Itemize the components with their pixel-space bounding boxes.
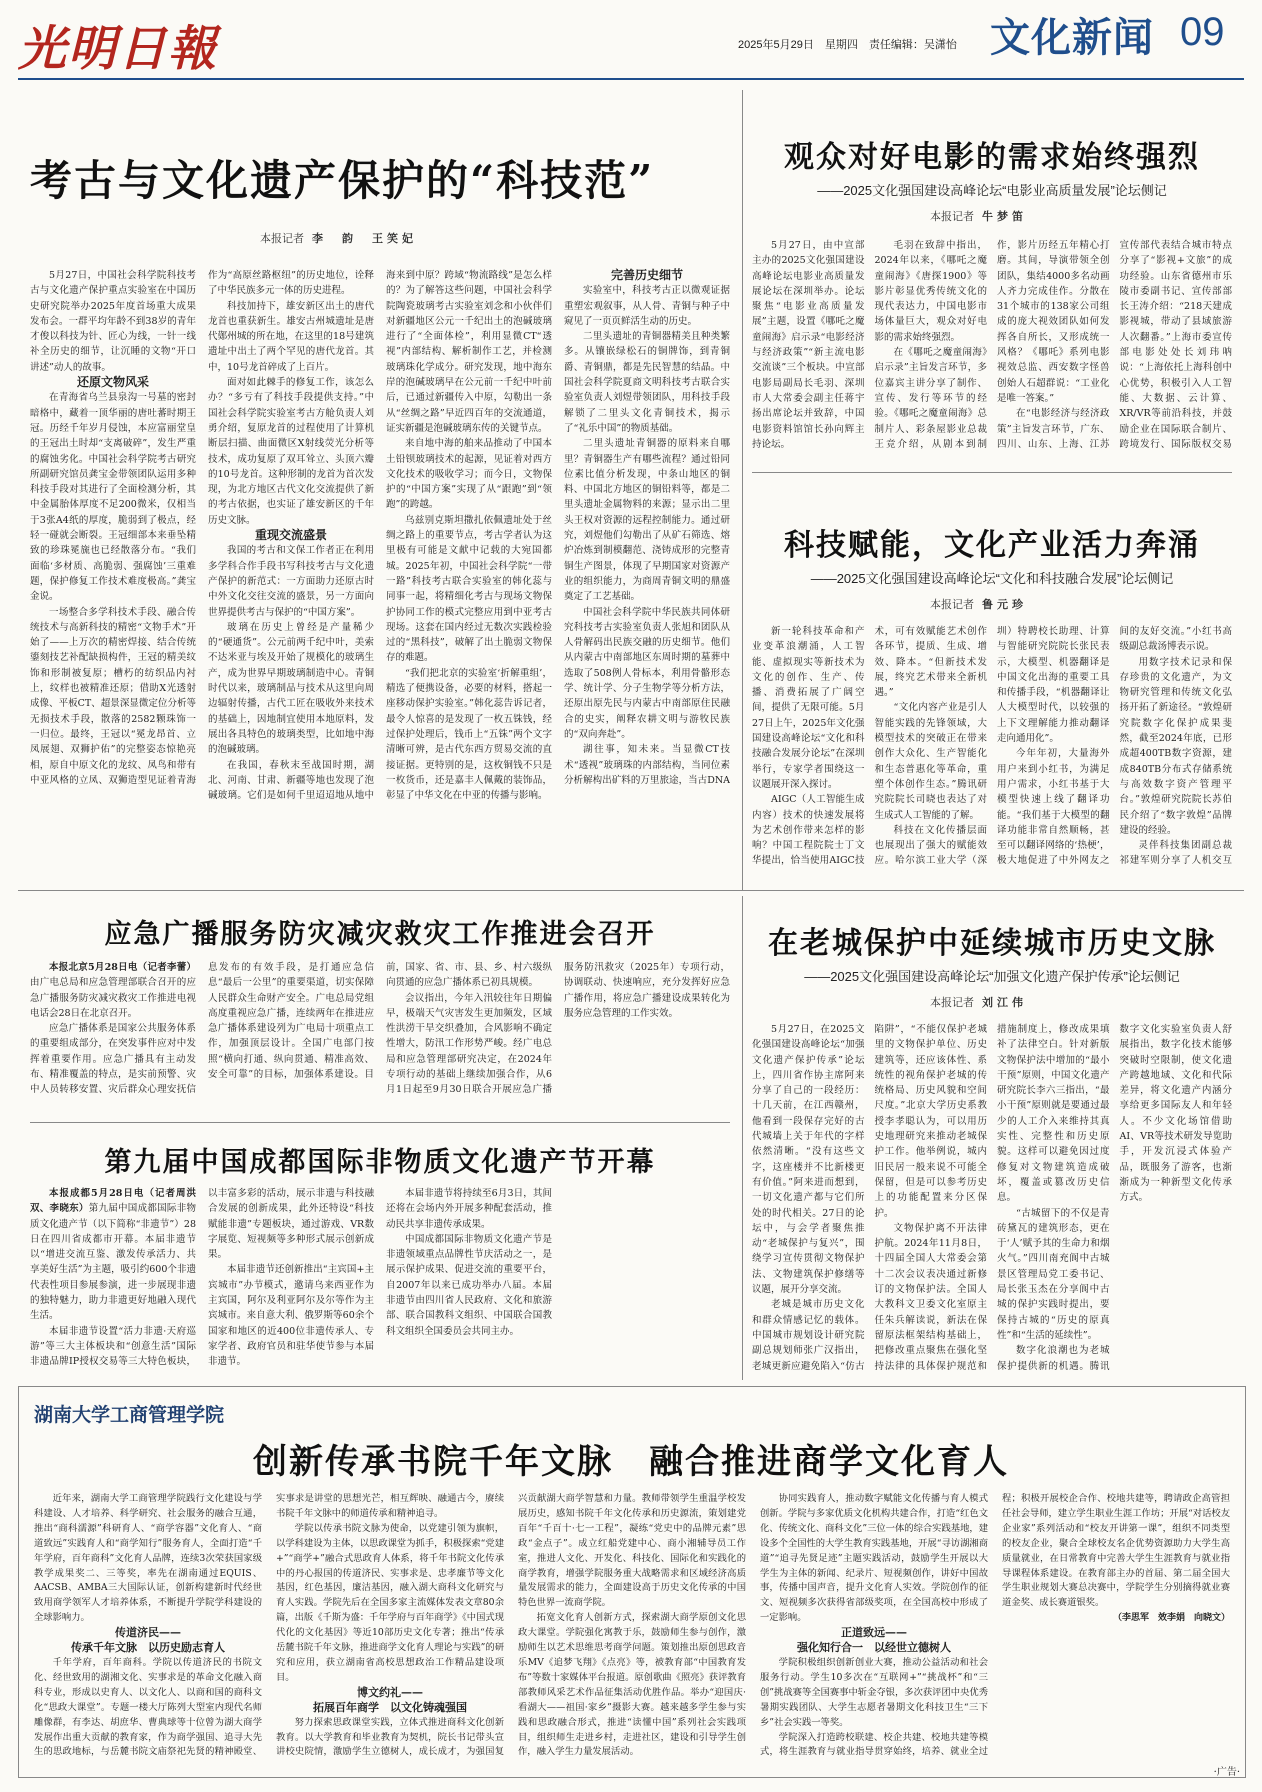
paragraph: 我国的考古和文保工作者正在利用多学科合作手段书写科技考古与文化遗产保护的新范式：一方面助力还原古时中外文化交往交流的盛景，另一方面向世界提供考古与保护的“中国方案”。 — [208, 545, 374, 618]
article-oldtown-title: 在老城保护中延续城市历史文脉 — [768, 926, 1216, 961]
article-film-title: 观众对好电影的需求始终强烈 — [784, 140, 1200, 175]
paragraph: 努力探索思政课堂实践，立体式推进商科文化创新教育。以大学教育和毕业教育为契机，院长书记带头宣讲校史院情，激励学生立德树人，成长成才，为强国复兴贡献湖大商学智慧和力量。教师带领学生重温学校发展历史，感知书院千年文化传承和历史源流，策划建党百年“千百十·七一工程”，凝练“党史中的品牌元素”思政“金点子”。成立红船党建中心、商小湘辅导员工作室，推进人文化、开发化、科技化、国际化和实践化的商学教育，增强学院服务重大战略需求和区域经济高质量发展需求的能力，全面建设高于历史文化传承的中国特色世界一流商学院。 — [276, 1493, 746, 1758]
paragraph: 玻璃在历史上曾经是产量稀少的“硬通货”。公元前两千纪中叶，美索不达米亚与埃及开始了规模化的玻璃生产，成为世界早期玻璃制造中心。青铜时代以来，玻璃制品与技术从这里向周边辐射传播，古代工匠在吸收外来技术的基础上，因地制宜使用本地原料，发展出各具特色的玻璃类型，比如地中海的泡碱玻璃。 — [208, 621, 374, 756]
article-archaeology-byline — [260, 230, 417, 246]
paragraph: 5月27日，中国社会科学院科技考古与文化遗产保护重点实验室在中国历史研究院举办2025年度首场重大成果发布会。一群平均年龄不到38岁的青年才俊以科技为针、匠心为线，一针一线补全历史的细节，让沉睡的文物“开口讲述”动人的故事。 — [30, 270, 196, 373]
subheading: 传承千年文脉 以历史励志育人 — [71, 1641, 225, 1655]
paragraph: 来自地中海的舶来品推动了中国本土铅钡玻璃技术的起源，见证着对西方文化技术的吸收学习；而今日，文物保护的“中国方案”实现了从“跟跑”到“领跑”的跨越。 — [386, 438, 552, 511]
section-title: 文化新闻 — [990, 14, 1154, 61]
byline-label: 本报记者 — [930, 996, 974, 1009]
paragraph: 会议指出，今年入汛较往年日期偏早，极端天气灾害发生更加频发，区域性洪涝干旱交织叠加，合风影响不确定性增大，防汛工作形势严峻。经广电总局和应急管理部研究决定，在2024年专项行动的基础上继续加强合作，从6月1日起至9月30日联合开展应急广播服务防汛救灾（2025年）专项行动，协调联动、快速响应，充分发挥好应急广播作用，将应急广播建设成果转化为服务应急管理的工作实效。 — [386, 962, 730, 1096]
paragraph: “我们把北京的实验室‘折解重组’，精选了便携设备，必要的材料，搭起一座移动保护实验室。”韩化蕊告诉记者，最令人惊喜的是发现了一枚五铢钱，经过保护处理后，钱币上“五铢”两个文字清晰可辨，是古代东西方贸易交流的直接证据。更特别的是，这枚铜钱不只是一枚货币，还是嘉丰人佩戴的装饰品，彰显了中华文化在中亚的传播与影响。 — [386, 667, 552, 802]
paragraph: 在“电影经济与经济政策”主旨发言环节，广东、四川、山东、上海、江苏宣传部代表结合城市特点分享了“影视+文旅”的成功经验。山东省德州市乐陵市委副书记、宣传部部长王涛介绍：“218天建成影视城，带动了县域旅游人次翻番。”上海市委宣传部电影处处长刘玮呐说：“上海依托上海科创中心优势，积极引入人工智能、大数据、云计算、XR/VR等前沿科技，并鼓励企业在国际联合制片、跨境发行、国际版权交易 — [997, 240, 1232, 450]
article-archaeology-body — [30, 268, 730, 806]
page-number: 09 — [1180, 10, 1225, 54]
paragraph: 协同实践育人，推动数字赋能文化传播与育人模式创新。学院与多家优质文化机构共建合作，打造“红色文化、传统文化、商科文化”三位一体的综合实践基地，建设多个全国性的大学生教育实践基地，开展“寻访湖湘商道”“追寻先贤足迹”主题实践活动，鼓励学生开展以大学生为主体的新闻、纪录片、短视频创作，讲好中国故事，传播中国声音，提升文化育人实效。学院创作的征文、短视频多次获得省部级奖项，在全国高校中形成了一定影响。 — [760, 1493, 988, 1624]
article-archaeology-title: 考古与文化遗产保护的“科技范” — [30, 156, 655, 205]
paragraph: AIGC（人工智能生成内容）技术的快速发展将为艺术创作带来怎样的影响？中国工程院院士丁文华提出，恰当使用AIGC技术，可有效赋能艺术创作各环节，提质、生成、增效、降本。“但新技术发展，终究艺术带来全新机遇。” — [752, 626, 987, 867]
article-broadcast-title: 应急广播服务防灾减灾救灾工作推进会召开 — [104, 919, 656, 950]
article-tech-byline — [930, 596, 1027, 612]
advertorial-title: 创新传承书院千年文脉 融合推进商学文化育人 — [253, 1442, 1009, 1482]
paragraph: 学院以传承书院文脉为使命，以党建引领为旗帜，以学科建设为主体，以思政课堂为抓手，积极探索“党建+”“商学+”融合式思政育人体系，将千年书院文化传承中的丹心报国的传道济民、实事求是、忠孝廉节等文化基因，红色基因，廉洁基因，融入湖大商科文化研究与育人实践。学院先后在全国多家主流媒体发表文章80余篇，出版《千斯为盛：千年学府与百年商学》《中国式现代化的文化基因》等近10部历史文化专著；推出“传承岳麓书院千年文脉，推进商学文化育人理论与实践”的研究和应用，获立湖南省高校思想政治工作精品建设项目。 — [276, 1522, 504, 1683]
article-oldtown-byline — [930, 994, 1027, 1010]
paragraph-text: 由广电总局和应急管理部联合召开的应急广播服务防灾减灾救灾工作推进电视电话会28日在北京召开。 — [30, 977, 196, 1019]
section-divider — [752, 472, 1232, 473]
paragraph: 乌兹别克斯坦撒扎依佩遗址处于丝绸之路上的重要节点，考古学者认为这里极有可能是文献中记载的大宛国都城。2025年初，中国社会科学院“一带一路”科技考古联合实验室的韩化蕊与同事一起，将精细化考古与现场文物保护协同工作的模式完整应用到中亚考古现场。这套在国内经过无数次实践检验过的“黑科技”，破解了出土脆弱文物保存的难题。 — [386, 514, 552, 664]
subheading: 还原文物风采 — [76, 375, 149, 390]
paragraph: 用数字技术记录和保存珍贵的文化遗产，为文物研究管理和传统文化弘扬开拓了新途径。“敦煌研究院数字化保护成果斐然，截至2024年底，已形成超400TB数字资源，建成840TB分布式存储系统与高效数字资产管理平台。”敦煌研究院院长苏伯民介绍了“数字敦煌”品牌建设的经验。 — [1119, 656, 1232, 836]
advertisement-mark: ·广告· — [1213, 1767, 1240, 1778]
subheading: 强化知行合一 以经世立德树人 — [797, 1641, 951, 1655]
subheading: 重现交流盛景 — [254, 528, 327, 543]
paragraph: 千年学府，百年商科。学院以传道济民的书院文化、经世致用的湖湘文化、实事求是的革命文化融入商科专业，形成以史育人、以文化人、以商和国的商科文化“思政大课堂”。专题一楼大厅陈列大型室内现代名师雕像群，有李达、胡庶华、曹典球等十位曾为湖大商学发展作出重大贡献的教育家，作为商学强国、追寻大先生的思政地标，与岳麓书院文庙祭祀先贤的精神殿堂、实事求是讲堂的思想光芒，相互辉映、融通古今，赓续书院千年文脉中的师道传承和精神追寻。 — [34, 1493, 504, 1758]
section-divider — [30, 1122, 730, 1123]
paragraph: 5月27日，在2025文化强国建设高峰论坛“加强文化遗产保护传承”论坛上，四川省作协主席阿来分享了自己的一段经历：十几天前，在江西赣州，他看到一段保存完好的古代城墙上关于年代的字样依然清晰。“没有这些文字，这座楼并不比新楼更有价值。”阿来进而想到，一切文化遗产都与它们所处的时代相关。27日的论坛中，与会学者聚焦推动“老城保护与复兴”，围绕学习宣传贯彻文物保护法、文物建筑保护修缮等议题，展开分享交流。 — [752, 1024, 865, 1296]
masthead-rule — [18, 78, 1244, 80]
byline-label: 本报记者 — [930, 598, 974, 611]
subheading: 拓展百年商学 以文化铸魂强国 — [313, 1700, 467, 1714]
column-divider — [742, 896, 743, 1380]
byline-label: 本报记者 — [930, 210, 974, 223]
paragraph — [30, 960, 196, 1021]
paragraph-text: 第九届中国成都国际非物质文化遗产节（以下简称“非遗节”）28日在四川省成都市开幕。本届非遗节以“增进交流互鉴、激发传承活力、共享美好生活”为主题，吸引约600个非遗代表性项目参展参演，进一步展现非遗的独特魅力，助力非遗更好地融入现代生活。 — [30, 1203, 196, 1322]
byline-author: 牛梦笛 — [982, 210, 1027, 223]
article-tech-body — [752, 624, 1232, 876]
subheading: 博文约礼—— — [357, 1685, 423, 1699]
paragraph: 文物保护离不开法律护航。2024年11月8日，十四届全国人大常委会第十二次会议表决通过新修订的文物保护法。全国人大教科文卫委文化室原主任朱兵解读说，新法在保留原法框架结构基础上，把修改重点聚焦在强化坚持法律的具体保护规范和措施制度上，修改成果填补了法律空白。针对新版文物保护法中增加的“最小干预”原则，中国文化遗产研究院长李六三指出，“最小干预”原则就是要通过最少的人工介入来维持其真实性、完整性和历史原貌。这样可以避免因过度修复对文物建筑造成破坏，覆盖或篡改历史信息。 — [874, 1024, 1110, 1372]
paragraph: 中国成都国际非物质文化遗产节是非遗领域重点品牌性节庆活动之一，是展示保护成果、促进交流的重要平台，自2007年以来已成功举办八届。本届非遗节由四川省人民政府、文化和旅游部、联合国教科文组织、中国联合国教科文组织全国委员会共同主办。 — [386, 1233, 552, 1337]
paragraph: “文化内容产业是引人智能实践的先锋领域，大模型技术的突破正在带来创作大众化、生产智能化和生态普惠化等革命，重塑个体创作生态。”腾讯研究院院长司晓也表达了对生成式人工智能的了解。 — [874, 702, 987, 821]
article-heritage-festival-body — [30, 1186, 730, 1376]
article-film-byline — [930, 208, 1027, 224]
article-broadcast-body — [30, 960, 730, 1110]
paragraph: 学院深入打造跨校联建、校企共建、校地共建等模式，将生涯教育与就业指导贯穿始终，培养、就业全过程；积极开展校企合作、校地共建等，聘请政企高管担任社会导师，建立学生职业生涯工作坊；开展“对话校友企业家”系列活动和“校友开讲第一课”，组织不同类型的校友企业，聚合全球校友名企优势资源助力大学生高质量就业，在日常教育中完善大学生生涯教育与就业指导课程体系建设。在教育部主办的首届、第二届全国大学生职业规划大赛总决赛中，学院学生分别摘得就业赛道金奖、成长赛道银奖。 — [760, 1493, 1230, 1758]
byline-authors: 李 韵 王笑妃 — [312, 232, 417, 245]
subheading: 正道致远—— — [841, 1626, 907, 1640]
dateline: 本报北京5月28日电（记者李蕾） — [49, 962, 196, 973]
paragraph: 拓宽文化育人创新方式，探索湖大商学原创文化思政大课堂。学院强化寓教于乐，鼓励师生参与创作，激励师生以艺术思维思考商学问题。策划推出原创思政音乐MV《追梦飞翔》《点亮》等，被教育部“中国教育发布”等数十家媒体平台报道。原创歌曲《照亮》获评教育部教师风采艺术作品征集活动优胜作品。举办“迎国庆·看湖大——祖国·家乡”摄影大赛。越来越多学生参与实践和思政融合形式，推进“读懂中国”系列社会实践项目，组织师生走进乡村，走进社区，建设和引导学生创作，融入学生力量发展活动。 — [518, 1612, 746, 1758]
subheading: 完善历史细节 — [610, 268, 683, 282]
section-divider — [18, 890, 1244, 891]
signature: （李思军 效李娟 向晓文） — [1112, 1613, 1230, 1624]
byline-label: 本报记者 — [260, 232, 304, 245]
column-divider — [742, 90, 743, 890]
paragraph: 今年年初，大量海外用户来到小红书，为满足用户需求，小红书基于大模型快速上线了翻译功能。“我们基于大模型的翻译功能非常自然顺畅，甚至可以翻译网络的‘热梗’，极大地促进了中外网友之间的友好交流。”小红书高级副总裁汤博表示说。 — [997, 626, 1232, 867]
article-film-body — [752, 238, 1232, 464]
article-tech-title: 科技赋能，文化产业活力奔涌 — [784, 528, 1200, 563]
paragraph: 一场整合多学科技术手段、融合传统技术与高新科技的精密“文物手术”开始了——上万次的精密焊接、结合传统鎏刻技艺补配缺损构件，王冠的精美纹饰和形制被复原；槽朽的纺织品内衬上，纹样也被精准还原；借助X光透射成像、平板CT、超景深显微定位分析等无损技术手段，散落的2582颗珠饰一一归位。最终，王冠以“冕龙昂首、立凤展翅、双狮护佑”的完整姿态惊艳亮相，原自中原文化的龙纹、凤鸟和带有中亚风格的立凤、双狮造型见证着青海作为“高原丝路枢纽”的历史地位，诠释了中华民族多元一体的历史进程。 — [30, 270, 374, 786]
paragraph: 灵伴科技集团副总裁祁建军则分享了人机交互 — [1119, 840, 1232, 867]
paragraph: 本届非遗节还创新推出“主宾国+主宾城市”办节模式，邀请乌来西亚作为主宾国，阿尔及利亚阿尔及尔等作为主宾城市。来自意大利、俄罗斯等60余个国家和地区的近400位非遗传承人、专家学者、政府官员和驻华使节参与本届非遗节。 — [208, 1264, 374, 1368]
article-oldtown-body — [752, 1022, 1232, 1376]
paragraph: 中国社会科学院中华民族共同体研究科技考古实验室负责人张旭和团队从人骨解码出民族交融的历史细节。他们从内蒙古中南部地区东周时期的墓葬中选取了508例人骨标本，利用骨骼形态学、统计学、分子生物学等分析方法，还原出原先民与内蒙古中南部原住民融合的史实，阐释农耕文明与游牧民族的“双向奔赴”。 — [564, 606, 730, 740]
article-heritage-festival-title: 第九届中国成都国际非物质文化遗产节开幕 — [104, 1147, 656, 1178]
paragraph: 湖往事，知未来。当显微CT技术“透视”玻璃珠的内部结构，当同位素分析解构出矿料的万里旅途，当古DNA — [564, 744, 730, 786]
paragraph: 科技加持下，雄安新区出土的唐代龙首也重获新生。雄安古州城遗址是唐代鄚州城的所在地，在这里的18号建筑遗址中出土了两个罕见的唐代龙首。其中，10号龙首碎成了上百片。 — [208, 300, 374, 373]
paragraph — [30, 1186, 196, 1324]
article-tech-subtitle: ——2025文化强国建设高峰论坛“文化和科技融合发展”论坛侧记 — [810, 571, 1174, 586]
paragraph: 本届非遗节将持续至6月3日，其间还将在会场内外开展多种配套活动，推动民共享非遗传承成果。 — [386, 1188, 552, 1230]
article-film-subtitle: ——2025文化强国建设高峰论坛“电影业高质量发展”论坛侧记 — [817, 183, 1167, 198]
dateline: 本报成都5月28日电（记者周洪双、李晓东） — [30, 1188, 196, 1215]
subheading: 传道济民—— — [115, 1626, 181, 1640]
paragraph: 学院积极组织创新创业大赛，推动公益活动和社会服务行动。学生10多次在“互联网+”“挑战杯”和“三创”挑战赛等全国赛事中斩金夺银，多次获评团中央优秀暑期实践团队、大学生志愿者暑期文化科技卫生“三下乡”社会实践一等奖。 — [760, 1656, 988, 1728]
byline-author: 刘江伟 — [982, 996, 1027, 1009]
paragraph: 新一轮科技革命和产业变革浪潮涌，人工智能、虚拟现实等新技术为文化的创作、生产、传播、消费拓展了广阔空间，提供了无限可能。5月27日上午，2025年文化强国建设高峰论坛“文化和科技融合发展分论坛”在深圳举行，专家学者围绕这一议题展开深入探讨。 — [752, 626, 865, 790]
paragraph: 实验室中，科技考古正以微观证据重塑宏观叙事，从人骨、青铜与种子中窥见了一页页鲜活生动的历史。 — [564, 285, 730, 327]
newspaper-logo: 光明日報 — [18, 21, 219, 77]
paragraph: 面对如此棘手的修复工作，该怎么办？“多亏有了科技手段提供支持。”中国社会科学院实验室考古方舱负责人刘勇介绍，复原龙首的过程使用了计算机断层扫描、曲面微区X射线荧光分析等技术，成功复原了双耳耸立、头顶六瓣的10号龙首。这种形制的龙首为首次发现，为北方地区古代文化交流提供了新的考古依据，也实证了雄安新区的千年历史文脉。 — [208, 377, 374, 526]
paragraph: 毛羽在致辞中指出，2024年以来，《哪吒之魔童闹海》《唐探1900》等影片彰显优秀传统文化的现代表达力，中国电影市场体量巨大，观众对好电影的需求始终强烈。 — [874, 240, 987, 343]
paragraph: 在青海省乌兰县泉沟一号墓的密封暗格中，藏着一顶华丽的唐吐蕃时期王冠。历经千年岁月侵蚀，本应富丽堂皇的王冠出土时却“支离破碎”，发生严重的腐蚀劣化。中国社会科学院考古研究所副研究馆员龚宝金带领团队运用多种科技手段对其进行了全面检测分析，其中金属胎体厚度不足200微米，仅相当于3张A4纸的厚度，脆弱到了极点，经轻一碰就会断裂。王冠细部本来垂坠精致的珍珠冕旒也已经散落分布。“我们面临‘多材质、高脆弱、强腐蚀’三重难题，保护修复工作技术难度极高。”龚宝金说。 — [30, 392, 196, 603]
paragraph: 科技在文化传播层面也展现出了强大的赋能效应。哈尔滨工业大学（深圳）特聘校长助理、计算与智能研究院院长张民表示，大模型、机器翻译是中国文化出海的重要工具和传播手段，“机器翻译让人大模型时代，以较强的上下文理解能力推动翻译走向通用化”。 — [874, 626, 1110, 867]
paragraph: 二里头遗址的青铜器精美且种类繁多。从镶嵌绿松石的铜牌饰，到青铜爵、青铜鼎，都是先民智慧的结晶。中国社会科学院夏商文明科技考古联合实验室负责人刘煜带领团队，用科技手段解锁了二里头文化青铜技术，揭示了“礼乐中国”的物质基础。 — [564, 331, 730, 434]
paragraph: “古城留下的不仅是青砖黛瓦的建筑形态，更在于‘人’赋予其的生命力和烟火气。”四川南充阆中古城景区管理局党工委书记、局长张玉杰在分享阆中古城的保护实践时提出，要保持古城的“历史的原真性”和“生活的延续性”。 — [997, 1207, 1110, 1341]
byline-author: 鲁元珍 — [982, 598, 1027, 611]
article-oldtown-subtitle: ——2025文化强国建设高峰论坛“加强文化遗产保护传承”论坛侧记 — [804, 969, 1180, 984]
paragraph: 近年来，湖南大学工商管理学院践行文化建设与学科建设、人才培养、科学研究、社会服务的融合互通，推出“商科濡源”科研育人、“商学容器”文化育人、“商道致远”实践育人和“商学知行”服务育人，全面打造“千年学府，百年商科”文化育人品牌，连续3次荣获国家级教学成果奖二、三等奖，率先在湖南通过EQUIS、AACSB、AMBA三大国际认证，创新构建新时代经世致用商学领军人才培养体系，不断提升学院学科建设的全球影响力。 — [34, 1493, 262, 1624]
advertorial-body — [34, 1492, 1230, 1764]
paragraph: 老城是城市历史文化和群众情感记忆的载体。中国城市规划设计研究院副总规划师张广汉指出，老城更新应避免陷入“仿古陷阱”，“不能仅保护老城里的文物保护单位、历史建筑等，还应该体性、系统性的视角保护老城的传统格局、历史风貌和空间尺度。”北京大学历史系教授李孝聪认为，可以用历史地理研究来推动老城保护工作。他举例说，城内旧民居一般来说不可能全保留，但是可以参考历史上的功能配置来分区保护。 — [752, 1024, 987, 1372]
paragraph: 在《哪吒之魔童闹海》启示录”主旨发言环节，多位嘉宾主讲分享了制作、宣传、发行等环节的经验。《哪吒之魔童闹海》总制片人、彩条屋影业总裁王竞介绍，从剧本到制作，影片历经五年精心打磨。其间，导演带领全创团队，集结4000多名动画人齐力完成佳作。分散在31个城市的138家公司组成的庞大视效团队如何发挥各自所长，又形成统一风格？《哪吒》系列电影视效总监、西安数字怪兽创始人石超群说：“工业化是唯一答案。” — [874, 240, 1110, 450]
dateline: 2025年5月29日 星期四 责任编辑：吴潇怡 — [738, 39, 957, 51]
paragraph: 二里头遗址青铜器的原料来自哪里？青铜器生产有哪些流程？通过铅同位素比值分析发现，中条山地区的铜料、中国北方地区的铜铅料等，都是二里头遗址金属物料的来源；显示出二里头王权对资源的远程控制能力。通过研究，刘煜他们勾勒出了从矿石筛选、熔炉冶炼到制模翻范、浇铸成形的完整青铜生产图景，体现了早期国家对资源产业的组织能力，为商周青铜文明的鼎盛奠定了工艺基础。 — [564, 438, 730, 603]
paragraph: 本届非遗节设置“活力非遗·天府巡游”等三大主体板块和“创意生活”国际非遗品牌IP授权交易等三大特色板块，以丰富多彩的活动，展示非遗与科技融合发展的创新成果，此外还特设“科技赋能非遗”专题板块，通过游戏、VR数字展览、短视频等多种形式展示创新成果。 — [30, 1188, 374, 1368]
paragraph: 应急广播体系是国家公共服务体系的重要组成部分，在突发事件应对中发挥着重要作用。应急广播具有主动发布、精准覆盖的特点，是实前预警、灾中人员转移安置、灾后群众心理安抚信息发布的有效手段，是打通应急信息“最后一公里”的重要渠道，切实保障人民群众生命财产安全。广电总局党组高度重视应急广播，连续两年在推进应急广播体系建设列为广电局十项重点工作，加强顶层设计。全国广电部门按照“横向打通、纵向贯通、精准高效、安全可靠”的目标，加强体系建设。目前，国家、省、市、县、乡、村六级纵向贯通的应急广播体系已初具规模。 — [30, 962, 552, 1096]
paragraph: 5月27日，由中宣部主办的2025文化强国建设高峰论坛电影业高质量发展论坛在深圳举办。论坛聚焦“电影业高质量发展”主题，设置《哪吒之魔童闹海》启示录“电影经济与经济政策”“新主流电影交流谈”三个板块。中宣部电影局副局长毛羽、深圳市人大常委会副主任蒋宇扬出席论坛并致辞，中国电影资料馆馆长孙向辉主持论坛。 — [752, 240, 865, 450]
advertorial-org: 湖南大学工商管理学院 — [34, 1405, 225, 1426]
paragraph: 在我国，春秋末至战国时期，湖北、河南、甘肃、新疆等地也发现了泡碱玻璃。它们是如何千里迢迢地从地中海来到中原？跨域“物流路线”是怎么样的？为了解答这些问题，中国社会科学院陶瓷玻璃考古实验室刘念和小伙伴们对新疆地区公元一千纪出土的泡碱玻璃进行了“全面体检”，利用显微CT“透视”内部结构、解析制作工艺，并检测玻璃珠化学成分。研究发现，地中海东岸的泡碱玻璃早在公元前一千纪中叶前后，已通过新疆传入中原，勾勒出一条从“丝绸之路”早近四百年的交流通道，证实新疆是泡碱玻璃东传的关键节点。 — [208, 270, 552, 802]
paragraph: 数字化浪潮也为老城保护提供新的机遇。腾讯数字文化实验室负责人舒展指出，数字化技术能够突破时空限制，使文化遗产跨越地域、文化和代际差异，将文化遗产内涵分享给更多国际友人和年轻人。不少文化场馆借助AI、VR等技术研发导览助手，开发沉浸式体验产品，既服务了游客，也渐渐成为一种新型文化传承方式。 — [997, 1024, 1232, 1372]
